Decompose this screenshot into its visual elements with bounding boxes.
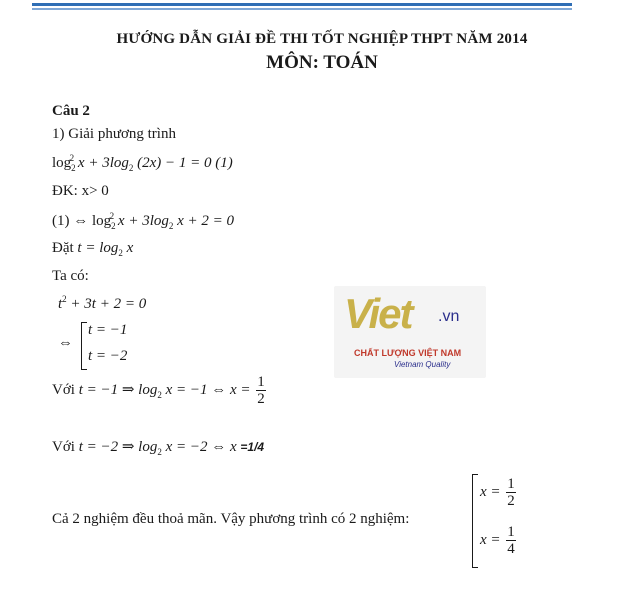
case2-prefix: Với: [52, 439, 75, 455]
system-bracket: [81, 322, 87, 370]
case1-mid: x = −1 ⇔ x =: [165, 381, 251, 398]
sol2-den: 4: [507, 541, 515, 557]
step1-sub: 2: [111, 221, 116, 231]
eq-sub: 2: [71, 163, 76, 173]
condition: ĐK: x> 0: [52, 183, 109, 199]
quadratic: [58, 294, 146, 313]
question-label: Câu 2: [52, 103, 90, 119]
substitution: [52, 240, 133, 258]
case1-sub: 2: [157, 389, 162, 400]
equation-main: [52, 153, 233, 173]
logo-text: Viet: [344, 290, 412, 337]
document-title: HƯỚNG DẪN GIẢI ĐỀ THI TỐT NGHIỆP THPT NĂM 2014: [116, 31, 528, 47]
eq-rest: x + 3log: [77, 155, 129, 171]
eq-log: log: [52, 155, 72, 171]
sol2-x: x =: [480, 531, 501, 548]
step1-prefix: (1) ⇔ log: [52, 213, 112, 229]
case2-sub: 2: [157, 447, 162, 457]
logo-domain: .vn: [438, 308, 460, 325]
sub-tail: x: [126, 240, 134, 256]
root-2: [88, 348, 127, 365]
step1-rest: x + 3log: [117, 213, 169, 229]
case1-fraction: [256, 374, 266, 407]
sol1-x: x =: [480, 483, 501, 500]
case2-mid: x = −2 ⇔ x: [165, 439, 237, 455]
part-label: 1) Giải phương trình: [52, 126, 176, 142]
eq-tail: (2x) − 1 = 0 (1): [137, 155, 233, 171]
top-border-line-thin: [32, 8, 572, 10]
quad-tail: + 3t + 2 = 0: [66, 296, 147, 312]
sub-sub: 2: [118, 248, 123, 258]
case1-prefix: Với: [52, 381, 75, 398]
solution-1: [480, 476, 516, 509]
case-2: [52, 437, 264, 457]
conclusion: Cả 2 nghiệm đều thoả mãn. Vậy phương trình có 2 nghiệm:: [52, 511, 410, 527]
logo-tagline: CHẤT LƯỢNG VIỆT NAM: [354, 348, 462, 358]
document-subject: MÔN: TOÁN: [266, 52, 378, 73]
case2-expr: t = −2 ⇒ log: [78, 439, 158, 455]
quad-t: t: [58, 296, 63, 312]
case1-expr: t = −1 ⇒ log: [78, 381, 158, 398]
system-equiv: ⇔: [58, 335, 73, 351]
step1-tail: x + 2 = 0: [177, 213, 235, 229]
case2-handwritten: =1/4: [240, 440, 265, 454]
step1: [52, 211, 234, 231]
eq-sup: 2: [69, 153, 75, 163]
root-2-text: t = −2: [88, 348, 128, 364]
case1-num: 1: [257, 374, 265, 390]
sol2-num: 1: [507, 524, 515, 540]
sol1-den: 2: [507, 493, 515, 509]
step1-sup: 2: [109, 211, 115, 221]
root-1: [88, 322, 127, 339]
eq-sub2: 2: [128, 163, 134, 173]
sub-prefix: Đặt: [52, 240, 74, 256]
logo-tagline-en: Vietnam Quality: [394, 360, 451, 369]
sol2-fraction: [506, 524, 516, 557]
quad-sup: 2: [62, 294, 67, 304]
watermark-logo: [334, 286, 486, 378]
sol1-fraction: [506, 476, 516, 509]
root-1-text: t = −1: [88, 322, 128, 338]
sub-expr: t = log: [77, 240, 119, 256]
sol1-num: 1: [507, 476, 515, 492]
case1-den: 2: [257, 391, 265, 407]
top-border-line: [32, 3, 572, 6]
solution-2: [480, 524, 516, 557]
taco: Ta có:: [52, 268, 89, 284]
solution-bracket: [472, 474, 478, 568]
case-1: [52, 374, 266, 407]
step1-sub2: 2: [168, 221, 174, 231]
